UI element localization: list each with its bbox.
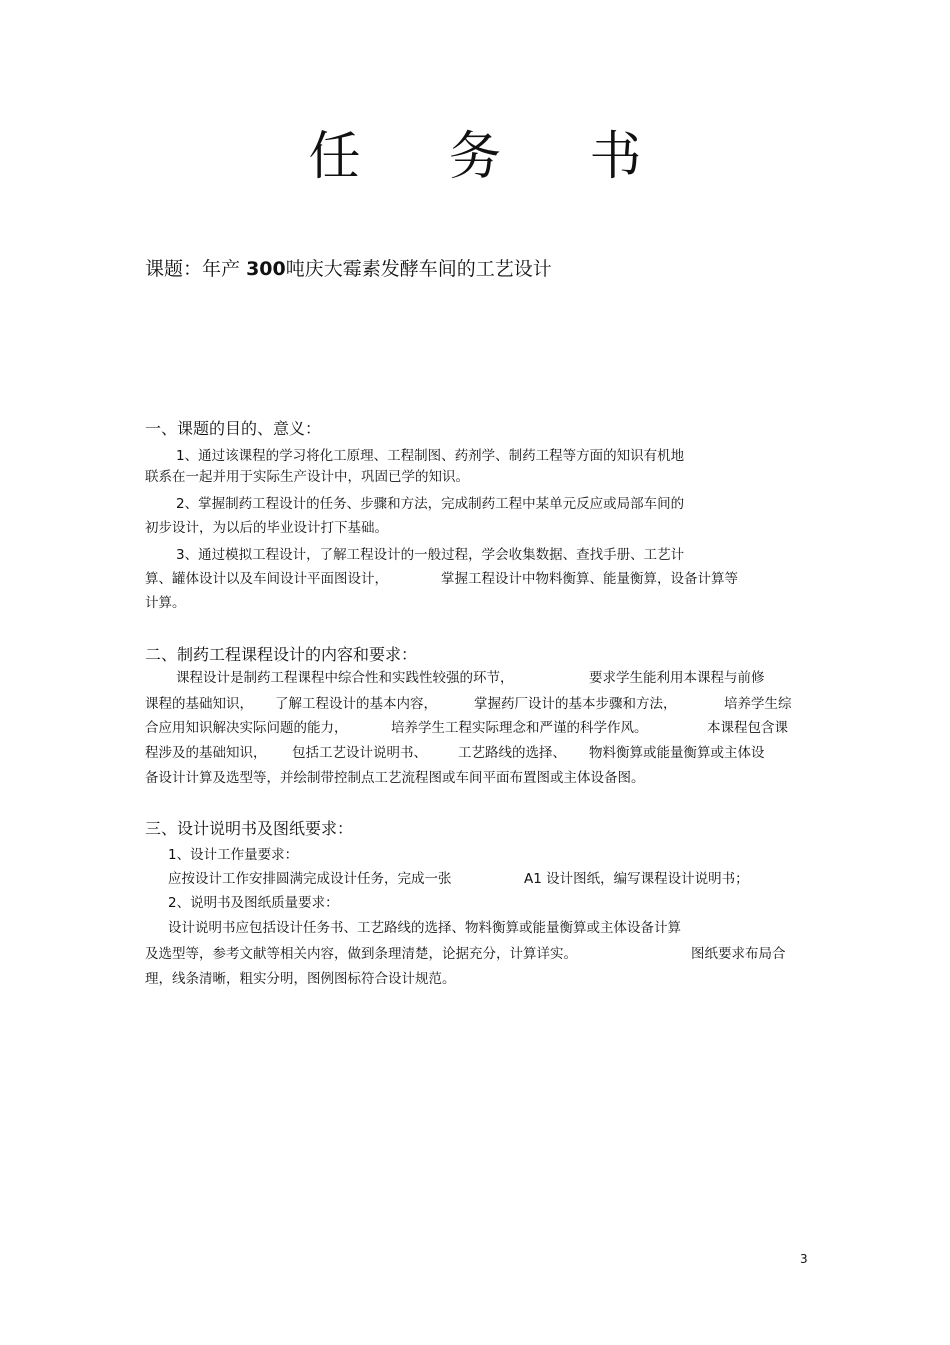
section1-line: 计算。	[145, 595, 186, 611]
section2-line: 培养学生综	[724, 696, 792, 712]
section1-line: 联系在一起并用于实际生产设计中，巩固已学的知识。	[145, 469, 469, 485]
section3-line: 理，线条清晰，粗实分明，图例图标符合设计规范。	[145, 971, 456, 987]
subject-number: 300	[246, 258, 286, 280]
section2-line: 掌握药厂设计的基本步骤和方法，	[474, 696, 677, 712]
section2-line: 要求学生能利用本课程与前修	[589, 670, 765, 686]
section2-line: 课程的基础知识，	[145, 696, 253, 712]
section1-line: 2、掌握制药工程设计的任务、步骤和方法，完成制药工程中某单元反应或局部车间的	[176, 496, 685, 512]
section2-line: 包括工艺设计说明书、	[292, 745, 427, 761]
section1-line: 1、通过该课程的学习将化工原理、工程制图、药剂学、制药工程等方面的知识有机地	[176, 448, 685, 464]
section2-line: 了解工程设计的基本内容，	[275, 696, 437, 712]
section2-line: 本课程包含课	[707, 720, 788, 736]
section1-line: 3、通过模拟工程设计，了解工程设计的一般过程，学会收集数据、查找手册、工艺计	[176, 547, 685, 563]
section3-line: 2、说明书及图纸质量要求：	[168, 895, 339, 911]
section1-heading: 一、课题的目的、意义：	[145, 419, 322, 438]
section1-line: 初步设计，为以后的毕业设计打下基础。	[145, 520, 388, 536]
section1-line: 算、罐体设计以及车间设计平面图设计，	[145, 571, 388, 587]
section3-line: 及选型等，参考文献等相关内容，做到条理清楚，论据充分，计算详实。	[145, 946, 577, 962]
section3-heading: 三、设计说明书及图纸要求：	[145, 819, 354, 838]
section2-heading: 二、制药工程课程设计的内容和要求：	[145, 645, 418, 664]
subject-suffix: 吨庆大霉素发酵车间的工艺设计	[285, 258, 552, 280]
section3-line: 图纸要求布局合	[691, 946, 786, 962]
section3-line: A1 设计图纸，编写课程设计说明书；	[524, 871, 749, 887]
section2-line: 合应用知识解决实际问题的能力，	[145, 720, 348, 736]
section2-line: 工艺路线的选择、	[458, 745, 566, 761]
section3-line: 1、设计工作量要求：	[168, 847, 299, 863]
subject-prefix: 课题：年产	[145, 258, 241, 280]
section3-line: 应按设计工作安排圆满完成设计任务，完成一张	[168, 871, 452, 887]
section2-line: 培养学生工程实际理念和严谨的科学作风。	[391, 720, 648, 736]
section2-line: 物料衡算或能量衡算或主体设	[589, 745, 765, 761]
subject-line	[145, 256, 552, 282]
section1-line: 掌握工程设计中物料衡算、能量衡算，设备计算等	[441, 571, 738, 587]
section2-line: 课程设计是制药工程课程中综合性和实践性较强的环节，	[176, 670, 514, 686]
section2-line: 备设计计算及选型等，并绘制带控制点工艺流程图或车间平面布置图或主体设备图。	[145, 770, 645, 786]
page-number: 3	[800, 1252, 808, 1266]
section2-line: 程涉及的基础知识，	[145, 745, 267, 761]
page-title: 任 务 书	[308, 127, 678, 187]
section3-line: 设计说明书应包括设计任务书、工艺路线的选择、物料衡算或能量衡算或主体设备计算	[168, 920, 681, 936]
